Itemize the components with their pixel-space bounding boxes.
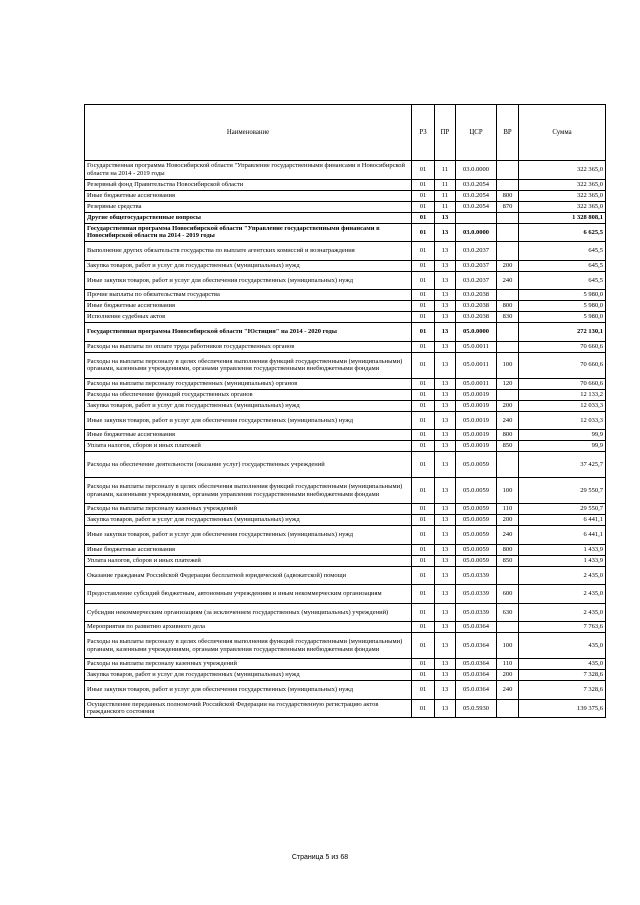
cell-rz: 01: [412, 179, 435, 190]
cell-vr: 200: [497, 400, 519, 411]
header-rz: РЗ: [412, 105, 435, 161]
cell-vr: [497, 341, 519, 352]
cell-rz: 01: [412, 312, 435, 323]
header-csr: ЦСР: [456, 105, 497, 161]
cell-rz: 01: [412, 352, 435, 378]
table-body: [85, 161, 606, 718]
cell-vr: 200: [497, 515, 519, 526]
cell-name: Закупка товаров, работ и услуг для государственных (муниципальных) нужд: [85, 515, 412, 526]
cell-sum: 7 328,6: [519, 670, 606, 681]
cell-name: Расходы на обеспечение деятельности (оказание услуг) государственных учреждений: [85, 452, 412, 478]
cell-pr: 13: [435, 515, 456, 526]
cell-pr: 13: [435, 430, 456, 441]
cell-sum: 70 660,6: [519, 352, 606, 378]
cell-rz: 01: [412, 260, 435, 271]
header-name: Наименование: [85, 105, 412, 161]
cell-name: Иные бюджетные ассигнования: [85, 301, 412, 312]
cell-name: Расходы на выплаты персоналу в целях обеспечения выполнения функций государственными (муниципальными) органами, казенными учреждениями, органами управления государственными внебюджетными фондами: [85, 633, 412, 659]
table-row: [85, 323, 606, 342]
cell-rz: 01: [412, 603, 435, 622]
cell-csr: 05.0.0019: [456, 389, 497, 400]
cell-rz: 01: [412, 659, 435, 670]
table-row: [85, 190, 606, 201]
cell-sum: 272 130,1: [519, 323, 606, 342]
table-row: [85, 201, 606, 212]
cell-pr: 13: [435, 223, 456, 242]
cell-sum: 322 365,0: [519, 190, 606, 201]
cell-csr: 05.0.0364: [456, 659, 497, 670]
table-row: [85, 161, 606, 180]
cell-rz: 01: [412, 504, 435, 515]
cell-vr: [497, 389, 519, 400]
cell-pr: 13: [435, 544, 456, 555]
cell-vr: 800: [497, 190, 519, 201]
cell-vr: 240: [497, 271, 519, 290]
cell-pr: 13: [435, 290, 456, 301]
cell-sum: 645,5: [519, 271, 606, 290]
table-header-row: [85, 105, 606, 161]
cell-sum: 12 033,3: [519, 411, 606, 430]
cell-name: Оказание гражданам Российской Федерации бесплатной юридической (адвокатской) помощи: [85, 566, 412, 585]
cell-pr: 13: [435, 566, 456, 585]
cell-pr: 13: [435, 312, 456, 323]
cell-pr: 13: [435, 341, 456, 352]
cell-sum: 1 433,9: [519, 544, 606, 555]
cell-sum: 29 550,7: [519, 478, 606, 504]
cell-vr: 120: [497, 378, 519, 389]
cell-name: Предоставление субсидий бюджетным, автономным учреждениям и иным некоммерческим организациям: [85, 585, 412, 604]
cell-rz: 01: [412, 411, 435, 430]
budget-table: [84, 104, 606, 718]
cell-name: Иные закупки товаров, работ и услуг для обеспечения государственных (муниципальных) нужд: [85, 411, 412, 430]
cell-pr: 13: [435, 659, 456, 670]
cell-name: Государственная программа Новосибирской области "Управление государственными финансами в Новосибирской области на 2014 - 2019 годы: [85, 223, 412, 242]
cell-sum: 7 328,6: [519, 681, 606, 700]
cell-name: Расходы на выплаты персоналу в целях обеспечения выполнения функций государственными (муниципальными) органами, казенными учреждениями, органами управления государственными внебюджетными фондами: [85, 478, 412, 504]
cell-name: Государственная программа Новосибирской области "Управление государственными финансами в Новосибирской области на 2014 - 2019 годы: [85, 161, 412, 180]
cell-csr: 05.0.0059: [456, 555, 497, 566]
cell-csr: [456, 212, 497, 223]
cell-sum: 6 441,1: [519, 515, 606, 526]
table-row: [85, 378, 606, 389]
cell-vr: 870: [497, 201, 519, 212]
cell-rz: 01: [412, 161, 435, 180]
cell-csr: 05.0.0019: [456, 400, 497, 411]
table-row: [85, 341, 606, 352]
cell-pr: 13: [435, 585, 456, 604]
cell-name: Мероприятия по развитию архивного дела: [85, 622, 412, 633]
cell-pr: 13: [435, 411, 456, 430]
table-row: [85, 622, 606, 633]
cell-rz: 01: [412, 478, 435, 504]
table-row: [85, 633, 606, 659]
cell-vr: [497, 161, 519, 180]
cell-name: Расходы на выплаты персоналу государственных (муниципальных) органов: [85, 378, 412, 389]
cell-vr: 630: [497, 603, 519, 622]
cell-rz: 01: [412, 544, 435, 555]
cell-vr: 240: [497, 411, 519, 430]
cell-vr: 100: [497, 478, 519, 504]
cell-csr: 03.0.2054: [456, 190, 497, 201]
table-row: [85, 544, 606, 555]
cell-sum: 322 365,0: [519, 161, 606, 180]
table-row: [85, 566, 606, 585]
table-row: [85, 670, 606, 681]
table-row: [85, 478, 606, 504]
table-row: [85, 555, 606, 566]
cell-name: Расходы на выплаты персоналу в целях обеспечения выполнения функций государственными (муниципальными) органами, казенными учреждениями, органами управления государственными внебюджетными фондами: [85, 352, 412, 378]
cell-vr: 850: [497, 555, 519, 566]
cell-rz: 01: [412, 555, 435, 566]
table-row: [85, 301, 606, 312]
cell-sum: 6 441,1: [519, 526, 606, 545]
cell-vr: 240: [497, 526, 519, 545]
page-number: Страница 5 из 68: [291, 854, 349, 861]
table-row: [85, 271, 606, 290]
table-row: [85, 242, 606, 261]
cell-csr: 05.0.0011: [456, 378, 497, 389]
cell-sum: 435,0: [519, 659, 606, 670]
cell-pr: 11: [435, 161, 456, 180]
cell-sum: 139 375,6: [519, 699, 606, 718]
cell-csr: 05.0.0011: [456, 341, 497, 352]
cell-name: Субсидии некоммерческим организациям (за исключением государственных (муниципальных) учреждений): [85, 603, 412, 622]
cell-name: Осуществление переданных полномочий Российской Федерации на государственную регистрацию актов гражданского состояния: [85, 699, 412, 718]
cell-vr: 110: [497, 659, 519, 670]
table-row: [85, 179, 606, 190]
cell-name: Резервный фонд Правительства Новосибирской области: [85, 179, 412, 190]
cell-pr: 13: [435, 555, 456, 566]
cell-rz: 01: [412, 389, 435, 400]
cell-csr: 05.0.0364: [456, 622, 497, 633]
cell-vr: [497, 242, 519, 261]
cell-vr: 100: [497, 633, 519, 659]
cell-rz: 01: [412, 430, 435, 441]
cell-name: Закупка товаров, работ и услуг для государственных (муниципальных) нужд: [85, 670, 412, 681]
table-row: [85, 312, 606, 323]
cell-sum: 99,9: [519, 430, 606, 441]
cell-sum: 70 660,6: [519, 378, 606, 389]
cell-name: Иные закупки товаров, работ и услуг для обеспечения государственных (муниципальных) нужд: [85, 526, 412, 545]
cell-csr: 05.0.0019: [456, 430, 497, 441]
cell-csr: 05.0.0339: [456, 566, 497, 585]
cell-rz: 01: [412, 290, 435, 301]
table-row: [85, 430, 606, 441]
cell-rz: 01: [412, 670, 435, 681]
cell-rz: 01: [412, 566, 435, 585]
cell-vr: [497, 323, 519, 342]
cell-name: Уплата налогов, сборов и иных платежей: [85, 441, 412, 452]
cell-vr: 800: [497, 430, 519, 441]
cell-rz: 01: [412, 681, 435, 700]
cell-pr: 13: [435, 389, 456, 400]
cell-pr: 13: [435, 478, 456, 504]
cell-sum: 435,0: [519, 633, 606, 659]
cell-rz: 01: [412, 526, 435, 545]
cell-vr: [497, 290, 519, 301]
cell-pr: 13: [435, 400, 456, 411]
cell-sum: 2 435,0: [519, 566, 606, 585]
cell-pr: 13: [435, 452, 456, 478]
cell-pr: 11: [435, 201, 456, 212]
table-row: [85, 352, 606, 378]
table-row: [85, 260, 606, 271]
cell-rz: 01: [412, 341, 435, 352]
cell-vr: 850: [497, 441, 519, 452]
table-row: [85, 603, 606, 622]
cell-pr: 11: [435, 179, 456, 190]
cell-rz: 01: [412, 271, 435, 290]
cell-pr: 13: [435, 323, 456, 342]
cell-vr: 110: [497, 504, 519, 515]
cell-name: Резервные средства: [85, 201, 412, 212]
table-row: [85, 400, 606, 411]
header-pr: ПР: [435, 105, 456, 161]
cell-rz: 01: [412, 633, 435, 659]
cell-sum: 5 980,0: [519, 290, 606, 301]
cell-name: Иные бюджетные ассигнования: [85, 430, 412, 441]
cell-csr: 05.0.0000: [456, 323, 497, 342]
cell-name: Исполнение судебных актов: [85, 312, 412, 323]
cell-pr: 13: [435, 242, 456, 261]
cell-sum: 29 550,7: [519, 504, 606, 515]
cell-rz: 01: [412, 212, 435, 223]
cell-sum: 1 328 808,1: [519, 212, 606, 223]
table-row: [85, 389, 606, 400]
cell-rz: 01: [412, 242, 435, 261]
cell-rz: 01: [412, 622, 435, 633]
cell-rz: 01: [412, 378, 435, 389]
table-row: [85, 526, 606, 545]
table-row: [85, 212, 606, 223]
cell-vr: [497, 699, 519, 718]
cell-name: Уплата налогов, сборов и иных платежей: [85, 555, 412, 566]
cell-sum: 1 433,9: [519, 555, 606, 566]
table-row: [85, 681, 606, 700]
cell-csr: 05.0.0059: [456, 515, 497, 526]
cell-name: Иные бюджетные ассигнования: [85, 190, 412, 201]
cell-sum: 12 033,3: [519, 400, 606, 411]
cell-pr: 13: [435, 352, 456, 378]
cell-name: Расходы на выплаты персоналу казенных учреждений: [85, 659, 412, 670]
cell-csr: 05.0.0339: [456, 585, 497, 604]
cell-csr: 05.0.0059: [456, 526, 497, 545]
cell-vr: [497, 179, 519, 190]
cell-csr: 03.0.2054: [456, 201, 497, 212]
table-row: [85, 452, 606, 478]
cell-csr: 05.0.0019: [456, 411, 497, 430]
cell-pr: 11: [435, 190, 456, 201]
cell-sum: 70 660,6: [519, 341, 606, 352]
cell-vr: 800: [497, 301, 519, 312]
table-row: [85, 699, 606, 718]
cell-pr: 13: [435, 622, 456, 633]
cell-csr: 05.0.0059: [456, 544, 497, 555]
table-row: [85, 441, 606, 452]
cell-pr: 13: [435, 301, 456, 312]
cell-rz: 01: [412, 223, 435, 242]
cell-sum: 645,5: [519, 242, 606, 261]
table-row: [85, 504, 606, 515]
cell-pr: 13: [435, 603, 456, 622]
header-vr: ВР: [497, 105, 519, 161]
cell-vr: [497, 212, 519, 223]
cell-csr: 05.0.0364: [456, 681, 497, 700]
cell-csr: 05.0.0364: [456, 633, 497, 659]
cell-csr: 05.0.0059: [456, 452, 497, 478]
cell-csr: 03.0.2038: [456, 301, 497, 312]
cell-name: Прочие выплаты по обязательствам государства: [85, 290, 412, 301]
cell-rz: 01: [412, 441, 435, 452]
cell-rz: 01: [412, 452, 435, 478]
cell-csr: 03.0.2037: [456, 260, 497, 271]
cell-sum: 6 625,5: [519, 223, 606, 242]
cell-rz: 01: [412, 201, 435, 212]
cell-pr: 13: [435, 504, 456, 515]
cell-pr: 13: [435, 633, 456, 659]
cell-vr: [497, 223, 519, 242]
cell-name: Выполнение других обязательств государства по выплате агентских комиссий и вознаграждения: [85, 242, 412, 261]
cell-rz: 01: [412, 301, 435, 312]
cell-sum: 322 365,0: [519, 179, 606, 190]
cell-vr: 240: [497, 681, 519, 700]
cell-name: Расходы на обеспечение функций государственных органов: [85, 389, 412, 400]
cell-csr: 03.0.2037: [456, 242, 497, 261]
cell-name: Государственная программа Новосибирской области "Юстиция" на 2014 - 2020 годы: [85, 323, 412, 342]
cell-vr: 200: [497, 260, 519, 271]
cell-sum: 322 365,0: [519, 201, 606, 212]
cell-csr: 05.0.0339: [456, 603, 497, 622]
cell-vr: 830: [497, 312, 519, 323]
cell-name: Иные закупки товаров, работ и услуг для обеспечения государственных (муниципальных) нужд: [85, 681, 412, 700]
cell-rz: 01: [412, 400, 435, 411]
cell-csr: 03.0.2054: [456, 179, 497, 190]
cell-sum: 12 133,2: [519, 389, 606, 400]
table-row: [85, 515, 606, 526]
table-row: [85, 411, 606, 430]
cell-rz: 01: [412, 585, 435, 604]
table-row: [85, 585, 606, 604]
cell-pr: 13: [435, 378, 456, 389]
cell-vr: 100: [497, 352, 519, 378]
cell-vr: [497, 622, 519, 633]
table-row: [85, 659, 606, 670]
cell-pr: 13: [435, 526, 456, 545]
cell-sum: 7 763,6: [519, 622, 606, 633]
table-row: [85, 290, 606, 301]
cell-csr: 03.0.2038: [456, 290, 497, 301]
cell-name: Другие общегосударственные вопросы: [85, 212, 412, 223]
cell-name: Иные бюджетные ассигнования: [85, 544, 412, 555]
cell-rz: 01: [412, 190, 435, 201]
cell-sum: 2 435,0: [519, 603, 606, 622]
header-sum: Сумма: [519, 105, 606, 161]
cell-csr: 03.0.2037: [456, 271, 497, 290]
cell-csr: 05.0.0059: [456, 478, 497, 504]
cell-rz: 01: [412, 515, 435, 526]
cell-sum: 99,9: [519, 441, 606, 452]
cell-name: Иные закупки товаров, работ и услуг для обеспечения государственных (муниципальных) нужд: [85, 271, 412, 290]
cell-vr: 800: [497, 544, 519, 555]
cell-vr: 200: [497, 670, 519, 681]
cell-pr: 13: [435, 260, 456, 271]
cell-csr: 03.0.0000: [456, 223, 497, 242]
cell-rz: 01: [412, 323, 435, 342]
cell-vr: [497, 452, 519, 478]
cell-pr: 13: [435, 441, 456, 452]
cell-csr: 05.0.0364: [456, 670, 497, 681]
cell-sum: 5 980,0: [519, 301, 606, 312]
cell-pr: 13: [435, 681, 456, 700]
cell-csr: 05.0.0019: [456, 441, 497, 452]
cell-pr: 13: [435, 212, 456, 223]
cell-pr: 13: [435, 670, 456, 681]
cell-sum: 5 980,0: [519, 312, 606, 323]
cell-name: Расходы на выплаты персоналу казенных учреждений: [85, 504, 412, 515]
cell-csr: 03.0.0000: [456, 161, 497, 180]
cell-name: Расходы на выплаты по оплате труда работников государственных органов: [85, 341, 412, 352]
cell-csr: 05.0.0011: [456, 352, 497, 378]
cell-vr: [497, 566, 519, 585]
cell-name: Закупка товаров, работ и услуг для государственных (муниципальных) нужд: [85, 260, 412, 271]
cell-vr: 600: [497, 585, 519, 604]
cell-sum: 645,5: [519, 260, 606, 271]
cell-pr: 13: [435, 699, 456, 718]
cell-csr: 03.0.2038: [456, 312, 497, 323]
cell-rz: 01: [412, 699, 435, 718]
cell-sum: 37 425,7: [519, 452, 606, 478]
cell-name: Закупка товаров, работ и услуг для государственных (муниципальных) нужд: [85, 400, 412, 411]
cell-sum: 2 435,0: [519, 585, 606, 604]
table-row: [85, 223, 606, 242]
cell-csr: 05.0.0059: [456, 504, 497, 515]
cell-pr: 13: [435, 271, 456, 290]
cell-csr: 05.0.5930: [456, 699, 497, 718]
